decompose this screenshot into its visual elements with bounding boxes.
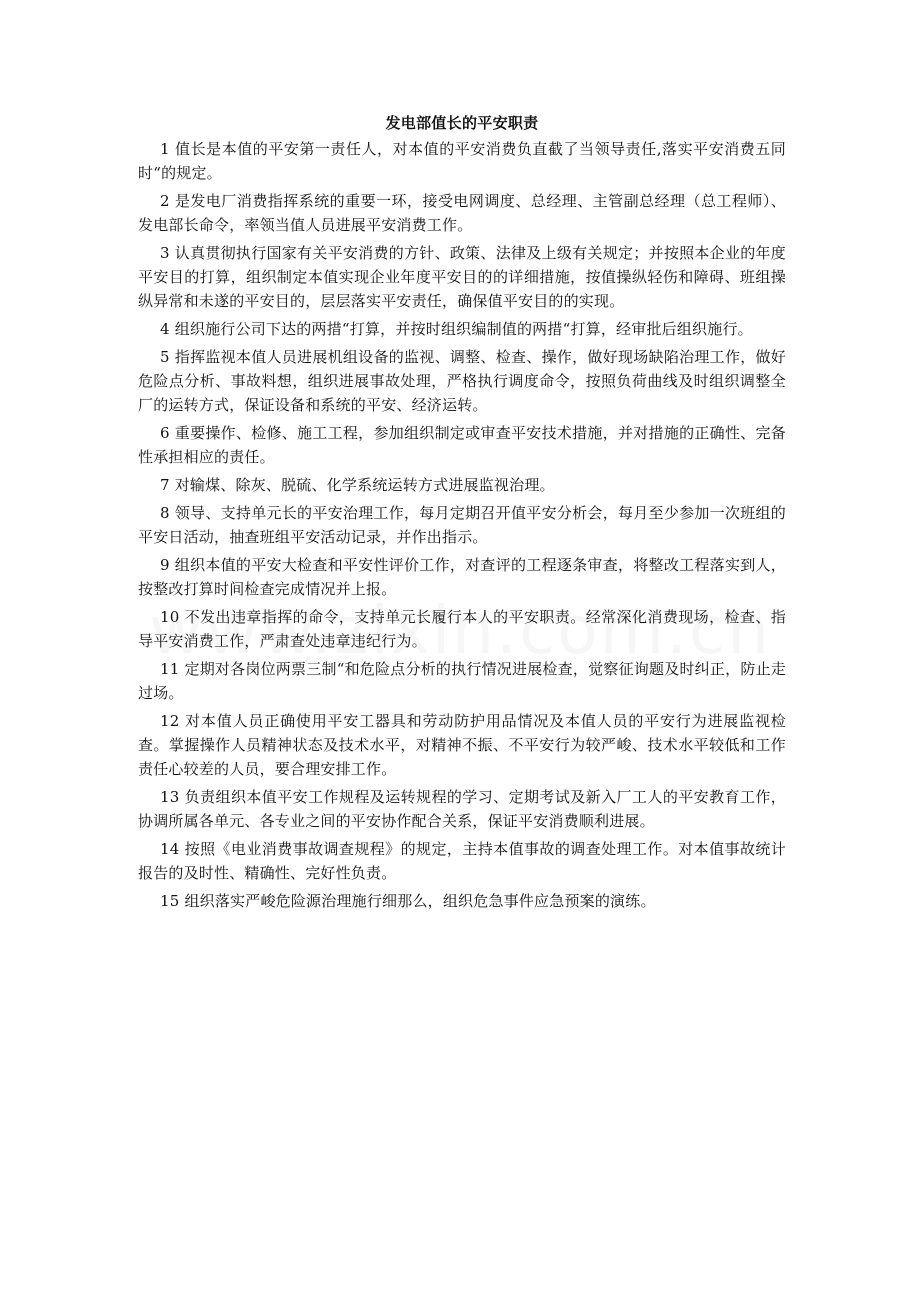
duty-paragraph-11: 11 定期对各岗位两票三制“和危险点分析的执行情况进展检查，觉察征询题及时纠正，防止走过场。 bbox=[138, 660, 786, 702]
duty-paragraph-12: 12 对本值人员正确使用平安工器具和劳动防护用品情况及本值人员的平安行为进展监视检查。掌握操作人员精神状态及技术水平，对精神不振、不平安行为较严峻、技术水平较低和工作责任心较差的人员，要合理安排工作。 bbox=[138, 712, 786, 778]
duty-paragraph-4: 4 组织施行公司下达的两措“打算，并按时组织编制值的两措“打算，经审批后组织施行。 bbox=[160, 320, 753, 338]
duty-paragraph-1: 1 值长是本值的平安第一责任人，对本值的平安消费负直截了当领导责任,落实平安消费五同时“的规定。 bbox=[138, 140, 786, 182]
duty-paragraph-8: 8 领导、支持单元长的平安治理工作，每月定期召开值平安分析会，每月至少参加一次班组的平安日活动，抽查班组平安活动记录，并作出指示。 bbox=[138, 504, 786, 546]
duty-paragraph-3: 3 认真贯彻执行国家有关平安消费的方针、政策、法律及上级有关规定；并按照本企业的年度平安目的打算，组织制定本值实现企业年度平安目的的详细措施，按值操纵轻伤和障碍、班组操纵异常和未遂的平安目的，层层落实平安责任，确保值平安目的的实现。 bbox=[138, 244, 786, 310]
duty-paragraph-10: 10 不发出违章指挥的命令，支持单元长履行本人的平安职责。经常深化消费现场，检查、指导平安消费工作，严肃查处违章违纪行为。 bbox=[138, 608, 786, 650]
document-page bbox=[138, 112, 786, 917]
duty-paragraph-6: 6 重要操作、检修、施工工程，参加组织制定或审查平安技术措施，并对措施的正确性、完备性承担相应的责任。 bbox=[138, 424, 786, 466]
duty-paragraph-14: 14 按照《电业消费事故调查规程》的规定，主持本值事故的调查处理工作。对本值事故统计报告的及时性、精确性、完好性负责。 bbox=[138, 840, 786, 882]
duty-paragraph-13: 13 负责组织本值平安工作规程及运转规程的学习、定期考试及新入厂工人的平安教育工作，协调所属各单元、各专业之间的平安协作配合关系，保证平安消费顺利进展。 bbox=[138, 788, 786, 830]
duty-paragraph-2: 2 是发电厂消费指挥系统的重要一环，接受电网调度、总经理、主管副总经理（总工程师）、发电部长命令，率领当值人员进展平安消费工作。 bbox=[138, 192, 786, 234]
document-title: 发电部值长的平安职责 bbox=[385, 114, 539, 132]
duty-paragraph-5: 5 指挥监视本值人员进展机组设备的监视、调整、检查、操作，做好现场缺陷治理工作，做好危险点分析、事故料想，组织进展事故处理，严格执行调度命令，按照负荷曲线及时组织调整全厂的运转方式，保证设备和系统的平安、经济运转。 bbox=[138, 348, 786, 414]
duty-paragraph-7: 7 对输煤、除灰、脱硫、化学系统运转方式进展监视治理。 bbox=[160, 476, 555, 494]
duty-paragraph-15: 15 组织落实严峻危险源治理施行细那么，组织危急事件应急预案的演练。 bbox=[160, 892, 656, 910]
duty-paragraph-9: 9 组织本值的平安大检查和平安性评价工作，对查评的工程逐条审查，将整改工程落实到人，按整改打算时间检查完成情况并上报。 bbox=[138, 556, 786, 598]
